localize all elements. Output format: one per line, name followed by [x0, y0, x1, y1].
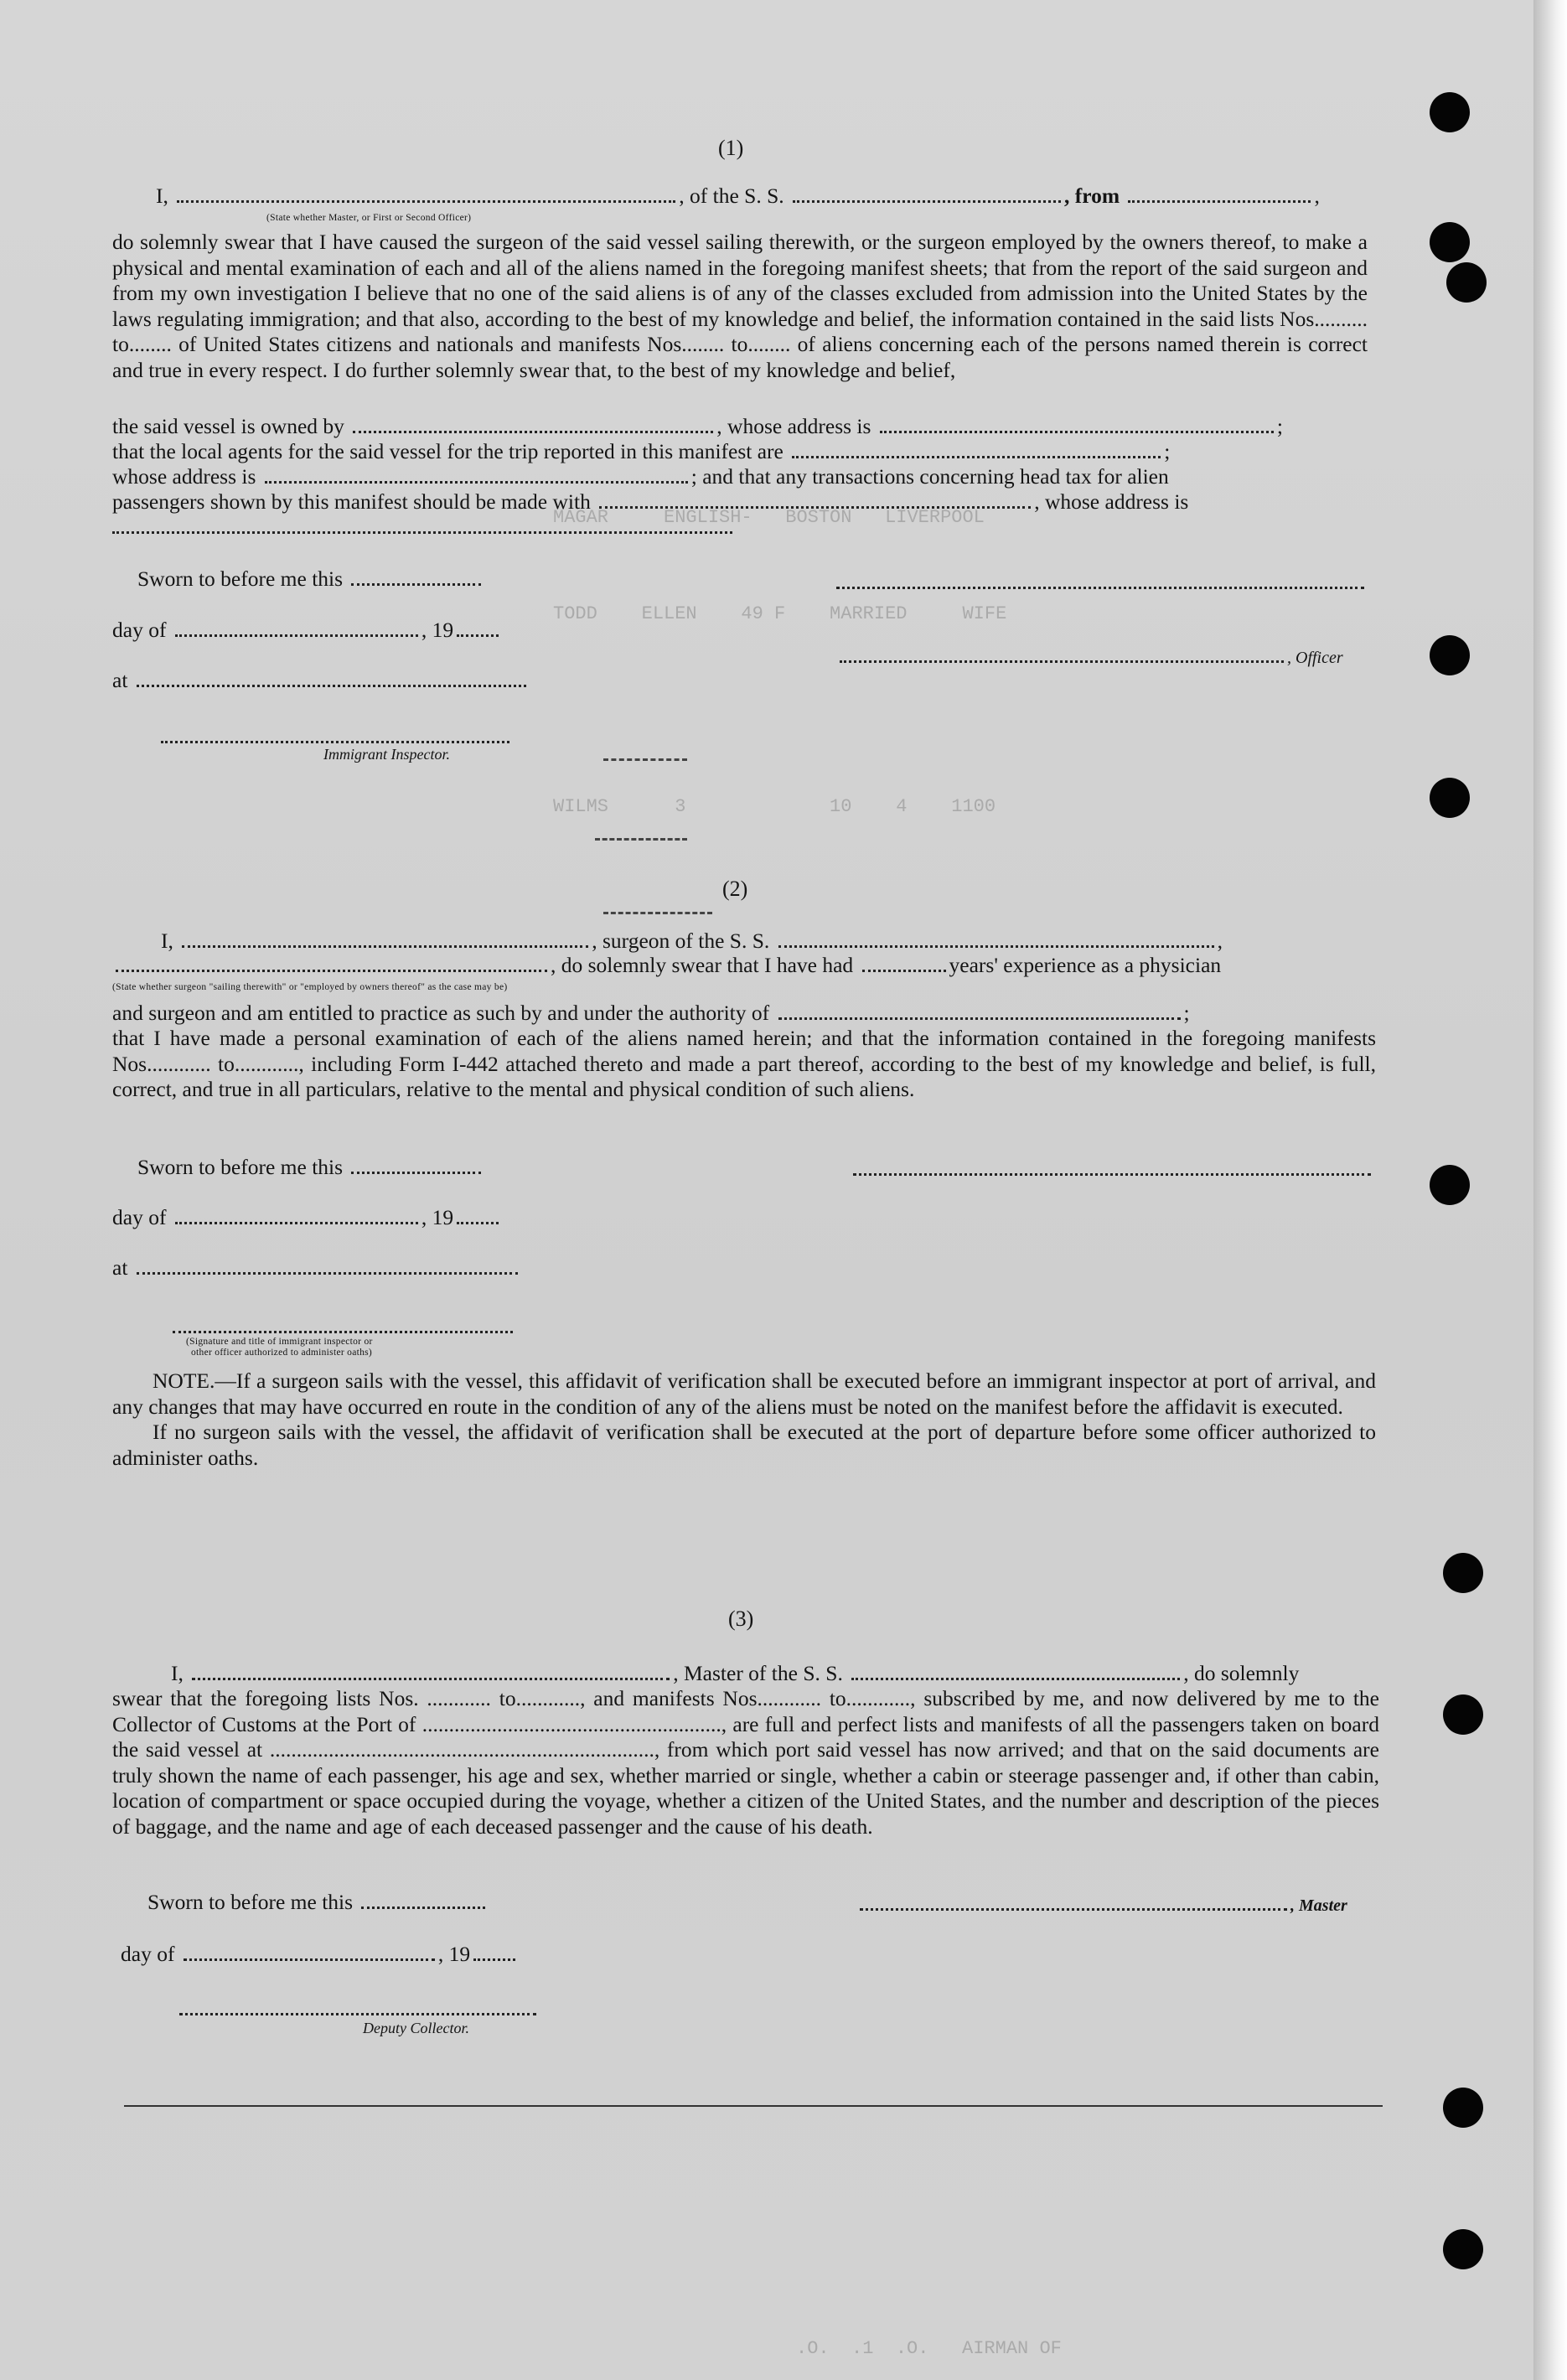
punch-hole-8 — [1443, 1694, 1483, 1735]
deputy-signature-field[interactable] — [179, 2013, 536, 2015]
pronoun-i: I, — [156, 184, 168, 208]
passengers-label: passengers shown by this manifest should be made with — [112, 489, 591, 514]
sworn-label-3: Sworn to before me this — [147, 1890, 354, 1914]
sworn-label: Sworn to before me this — [137, 567, 344, 591]
from-port-field[interactable] — [1128, 184, 1311, 203]
officer-rank-note: (State whether Master, or First or Second Officer) — [266, 213, 472, 223]
pronoun-i-2: I, — [161, 929, 173, 953]
punch-hole-7 — [1443, 1553, 1483, 1593]
sworn-day-field[interactable] — [351, 567, 481, 586]
officer-signature-field[interactable] — [836, 587, 1364, 589]
head-tax-text: ; and that any transactions concerning head tax for alien — [690, 464, 1169, 489]
punch-hole-6 — [1430, 1165, 1470, 1205]
inspector-signature-field-2[interactable] — [173, 1331, 513, 1333]
bleed-through-text: MAGAR ENGLISH- BOSTON LIVERPOOL — [553, 507, 985, 528]
section-2-body — [112, 1026, 1376, 1103]
sworn-day-field-3[interactable] — [361, 1890, 485, 1909]
head-tax-contact-field[interactable] — [599, 489, 1031, 509]
officer-line — [836, 644, 1343, 670]
section-1-day-of — [112, 618, 502, 643]
master-signature-line — [856, 1891, 1347, 1918]
local-agents-line: that the local agents for the said vessel for the trip reported in this manifest are ; — [112, 439, 1171, 463]
signature-caption-1: (Signature and title of immigrant inspector or — [186, 1337, 373, 1347]
whose-address-label: , whose address is — [716, 414, 871, 438]
authority-field[interactable] — [778, 1001, 1181, 1020]
section-3-body — [112, 1686, 1379, 1839]
punch-hole-3 — [1446, 262, 1487, 303]
authority-line: and surgeon and am entitled to practice as such by and under the authority of ; — [112, 1001, 1190, 1025]
local-agents-field[interactable] — [792, 439, 1161, 458]
section-1-body — [112, 230, 1368, 383]
year-field-3[interactable] — [473, 1942, 515, 1961]
vessel-name-field[interactable] — [793, 184, 1061, 203]
surgeon-status-note: (State whether surgeon "sailing therewith" or "employed by owners thereof" as the case may be) — [112, 982, 508, 992]
month-field-3[interactable] — [184, 1942, 435, 1961]
day-of-label: day of — [112, 618, 167, 642]
note-paragraph — [112, 1368, 1376, 1420]
section-2-at — [112, 1255, 521, 1281]
section-2-oath-text: that I have made a personal examination of each of the aliens named herein; and that the information contained in the foregoing manifests Nos............ to............, including Form I-442 attached thereto and made a part thereof, according to the best of my knowledge and belief, is full, correct, and true in all particulars, relative to the mental and physical condition of such aliens. — [112, 1026, 1376, 1101]
section-1-number: (1) — [718, 136, 744, 160]
punch-hole-4 — [1430, 635, 1470, 675]
year-label: , 19 — [421, 618, 454, 642]
section-1-sworn — [137, 567, 484, 592]
owner-field[interactable] — [353, 414, 713, 433]
place-field-2[interactable] — [137, 1255, 518, 1275]
sworn-day-field-2[interactable] — [351, 1155, 481, 1174]
at-label: at — [112, 668, 128, 692]
bottom-rule — [124, 2105, 1383, 2107]
bleed-dash-1 — [603, 758, 687, 761]
section-3-number: (3) — [728, 1606, 754, 1631]
surgeon-status-field[interactable] — [116, 953, 547, 972]
surgeon-signature-field[interactable] — [853, 1173, 1371, 1176]
solemnly-swear-label: , do solemnly swear that I have had — [551, 953, 854, 977]
note-label: NOTE. — [153, 1368, 215, 1393]
section-2-day-of — [112, 1205, 502, 1230]
punch-hole-10 — [1443, 2229, 1483, 2269]
master-name-field-3[interactable] — [192, 1661, 670, 1680]
section-3-oath-text: swear that the foregoing lists Nos. ............ to............, and manifests Nos............ to............, subscribed by me, and now delivered by me to the Collector of Customs at the Port of ........................................................, are full and perfect lists and manifests of all the passengers taken on board the said vessel at ........................................................................, from which port said vessel has now arrived; and that on the said documents are truly shown the name of each passenger, his age and sex, whether married or single, whether a cabin or steerage passenger and, if other than cabin, location of compartment or space occupied during the voyage, whether a citizen of the United States, and the number and description of the pieces of baggage, and the name and age of each deceased passenger and the cause of his death. — [112, 1686, 1379, 1839]
year-label-2: , 19 — [421, 1205, 454, 1229]
section-1-line-1 — [156, 184, 1320, 209]
do-solemnly-label: , do solemnly — [1183, 1661, 1300, 1685]
passengers-line — [112, 489, 1188, 515]
surgeon-of-label: , surgeon of the S. S. — [592, 929, 770, 953]
comma: , — [1314, 184, 1320, 208]
year-field[interactable] — [457, 618, 499, 637]
owned-by-label: the said vessel is owned by — [112, 414, 344, 438]
owner-address-field[interactable] — [880, 414, 1274, 433]
punch-hole-5 — [1430, 778, 1470, 818]
master-label: , Master — [1290, 1896, 1347, 1915]
master-name-field[interactable] — [177, 184, 675, 203]
section-2-number: (2) — [722, 877, 748, 901]
place-field[interactable] — [137, 668, 526, 687]
years-experience-label: years' experience as a physician — [949, 953, 1222, 977]
at-label-2: at — [112, 1255, 128, 1280]
officer-name-field[interactable] — [840, 644, 1284, 663]
month-field-2[interactable] — [175, 1205, 418, 1224]
day-of-label-2: day of — [112, 1205, 167, 1229]
inspector-signature-field[interactable] — [161, 741, 509, 743]
authority-label: and surgeon and am entitled to practice as such by and under the authority of — [112, 1001, 770, 1025]
year-field-2[interactable] — [457, 1205, 499, 1224]
surgeon-name-field[interactable] — [182, 929, 588, 948]
section-2-line-1: I, , surgeon of the S. S. , — [161, 929, 1223, 953]
head-tax-address-field[interactable] — [112, 531, 732, 534]
note-text: —If a surgeon sails with the vessel, this affidavit of verification shall be executed before an immigrant inspector at port of arrival, and any changes that may have occurred en route in the condition of any of the aliens must be noted on the manifest before the affidavit is executed. — [112, 1368, 1376, 1419]
page-edge — [1533, 0, 1567, 2380]
immigrant-inspector-label: Immigrant Inspector. — [323, 746, 450, 763]
section-3-day-of — [121, 1942, 519, 1967]
from-label: , from — [1064, 184, 1120, 208]
sworn-label-2: Sworn to before me this — [137, 1155, 344, 1179]
punch-hole-9 — [1443, 2088, 1483, 2128]
section-2-line-2 — [112, 953, 1221, 978]
whose-address-label-2: whose address is — [112, 464, 256, 489]
day-of-label-3: day of — [121, 1942, 175, 1966]
bleed-through-text-2: TODD ELLEN 49 F MARRIED WIFE — [553, 603, 1007, 624]
pronoun-i-3: I, — [171, 1661, 184, 1685]
section-2-sworn — [137, 1155, 484, 1180]
whose-address-label-3: , whose address is — [1034, 489, 1189, 514]
officer-label: , Officer — [1287, 649, 1343, 667]
bleed-dash-2 — [595, 838, 687, 841]
bleed-through-text-3: WILMS 3 10 4 1100 — [553, 796, 996, 817]
deputy-collector-label: Deputy Collector. — [363, 2020, 469, 2036]
years-field[interactable] — [862, 953, 946, 972]
section-2-note — [112, 1368, 1376, 1471]
signature-caption-2: other officer authorized to administer oaths) — [191, 1348, 373, 1358]
year-label-3: , 19 — [437, 1942, 471, 1966]
note-paragraph-2: If no surgeon sails with the vessel, the affidavit of verification shall be executed at the port of departure before some officer authorized to administer oaths. — [112, 1420, 1376, 1470]
surgeon-vessel-field[interactable] — [778, 929, 1214, 948]
punch-hole-2 — [1430, 222, 1470, 262]
bleed-through-text-4: .O. .1 .O. AIRMAN OF — [796, 2338, 1062, 2359]
section-3-sworn — [147, 1890, 489, 1915]
punch-hole-1 — [1430, 92, 1470, 132]
section-3-line-1 — [171, 1661, 1299, 1686]
agents-address-field[interactable] — [265, 464, 688, 484]
master-of-label: , Master of the S. S. — [673, 1661, 843, 1685]
agents-address-line — [112, 464, 1169, 489]
section-1-oath-text: do solemnly swear that I have caused the surgeon of the said vessel sailing therewith, or the surgeon employed by the owners thereof, to make a physical and mental examination of each and all of the aliens named in the foregoing manifest sheets; that from the report of the said surgeon and from my own investigation I believe that no one of the said aliens is of any of the classes excluded from admission into the United States by the laws regulating immigration; and that also, according to the best of my knowledge and belief, the information contained in the said lists Nos.......... to........ of United States citizens and nationals and manifests Nos........ to........ of aliens concerning each of the persons named therein is correct and true in every respect. I do further solemnly swear that, to the best of my knowledge and belief, — [112, 230, 1368, 382]
local-agents-label: that the local agents for the said vessel for the trip reported in this manifest are — [112, 439, 784, 463]
month-field[interactable] — [175, 618, 418, 637]
of-ss-label: , of the S. S. — [679, 184, 784, 208]
owned-by-line: the said vessel is owned by , whose address is ; — [112, 414, 1283, 438]
master-vessel-field[interactable] — [851, 1661, 1180, 1680]
section-1-at — [112, 668, 530, 693]
master-signature-field[interactable] — [860, 1891, 1287, 1911]
bleed-dash-3 — [603, 912, 712, 914]
